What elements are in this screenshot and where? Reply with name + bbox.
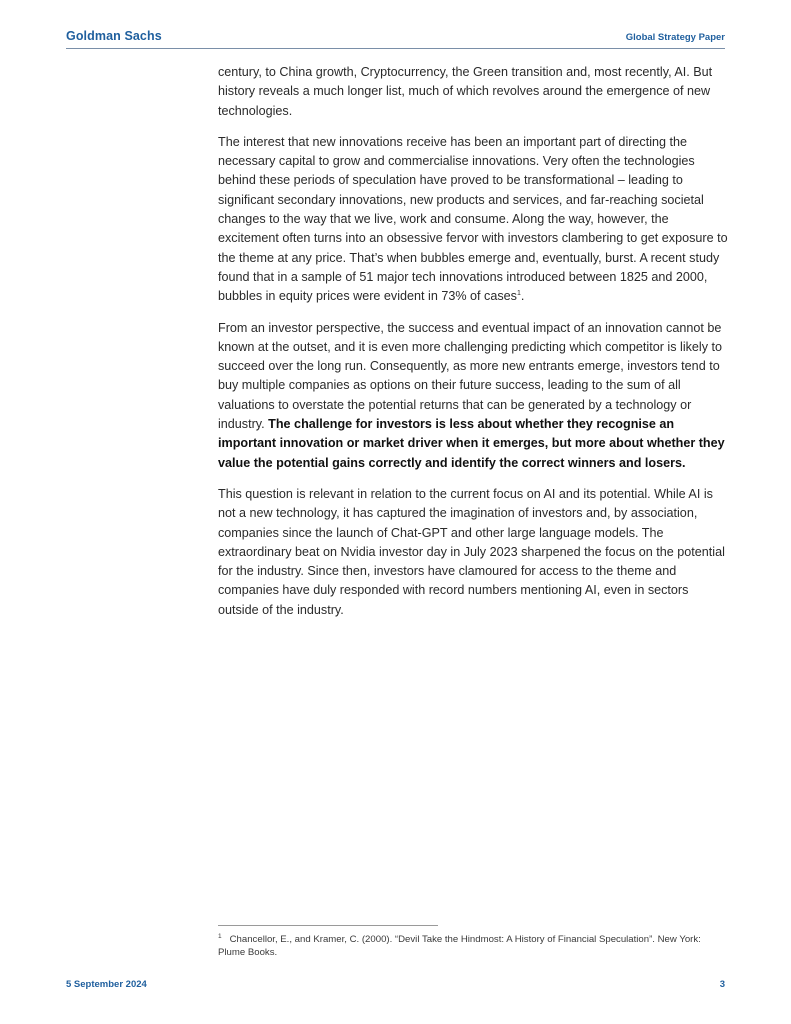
header-divider bbox=[66, 48, 725, 49]
paragraph-2-text: The interest that new innovations receive has been an important part of directing the necessary capital to grow and commercialise innovations. Very often the technologies behind these periods of speculation have proved to be transformational – leading to significant secondary innovations, new products and services, and far-reaching societal changes to the way that we live, work and consume. Along the way, however, the excitement often turns into an obsessive fervor with investors clambering to get exposure to the theme at any price. That’s when bubbles emerge and, eventually, burst. A recent study found that in a sample of 51 major tech innovations introduced between 1825 and 2000, bubbles in equity prices were evident in 73% of cases bbox=[218, 134, 728, 304]
footnote-text: Chancellor, E., and Kramer, C. (2000). “Devil Take the Hindmost: A History of Financial Speculation”. New York: Plume Books. bbox=[218, 934, 701, 958]
footer-date: 5 September 2024 bbox=[66, 979, 147, 990]
paragraph-3-text: From an investor perspective, the success and eventual impact of an innovation cannot be known at the outset, and it is even more challenging predicting which competitor is likely to succeed over the long run. Consequently, as more new entrants emerge, investors tend to buy multiple companies as options on their future success, leading to the sum of all valuations to overstate the potential returns that can be generated by a technology or industry. bbox=[218, 320, 723, 432]
paragraph-1: century, to China growth, Cryptocurrency, the Green transition and, most recently, AI. But history reveals a much longer list, much of which revolves around the emergence of new technologies. bbox=[218, 65, 713, 118]
paragraph-2-end: . bbox=[520, 289, 525, 304]
body-text bbox=[218, 63, 728, 632]
footnote-number: 1 bbox=[218, 933, 222, 940]
page-number: 3 bbox=[719, 979, 725, 990]
brand-logo-text: Goldman Sachs bbox=[66, 29, 162, 43]
paragraph-4: This question is relevant in relation to the current focus on AI and its potential. While AI is not a new technology, it has captured the imagination of investors and, by association, companies since the launch of Chat-GPT and other large language models. The extraordinary beat on Nvidia investor day in July 2023 sharpened the focus on the potential for the industry. Since then, investors have clamoured for access to the theme and companies have duly responded with record numbers mentioning AI, even in sectors outside of the industry. bbox=[218, 486, 725, 617]
footnote-reference[interactable]: 1 bbox=[516, 290, 521, 298]
footnote bbox=[218, 931, 723, 959]
paragraph-2 bbox=[218, 133, 728, 307]
footnote-divider bbox=[218, 925, 438, 926]
paragraph-3-emphasis: The challenge for investors is less about whether they recognise an important innovation or market driver when it emerges, but more about whether they value the potential gains correctly and identify the correct winners and losers. bbox=[218, 417, 725, 470]
document-title: Global Strategy Paper bbox=[625, 32, 725, 43]
paragraph-3 bbox=[218, 319, 728, 473]
